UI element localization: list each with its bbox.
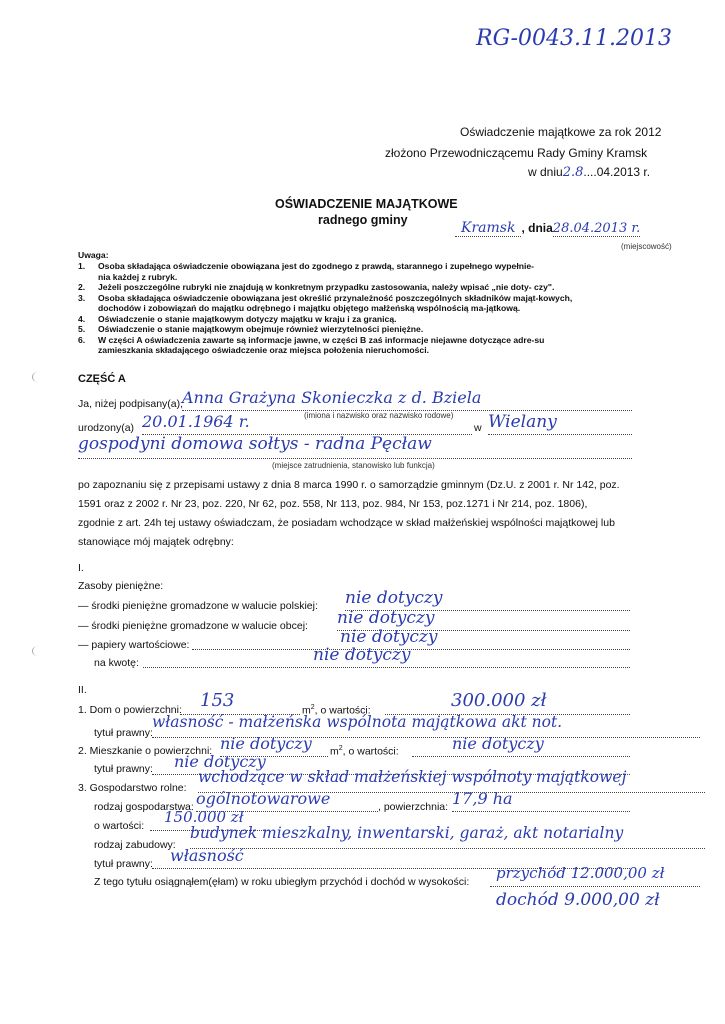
uwaga-item bbox=[78, 282, 698, 293]
uwaga-item-num bbox=[78, 345, 98, 356]
document-title: OŚWIADCZENIE MAJĄTKOWE bbox=[275, 197, 458, 211]
uwaga-item bbox=[78, 314, 698, 325]
house-title-hand: własność - małżeńska wspólnota majątkowa akt not. bbox=[152, 713, 700, 738]
header-line-2: złożono Przewodniczącemu Rady Gminy Kramsk bbox=[385, 146, 648, 160]
farm-hand: wchodzące w skład małżeńskiej wspólnoty majątkowej bbox=[198, 768, 705, 793]
uwaga-item-num: 5. bbox=[78, 324, 86, 334]
uwaga-item bbox=[78, 293, 698, 304]
part-a-label: CZĘŚĆ A bbox=[78, 373, 126, 385]
punch-hole-mark bbox=[32, 372, 43, 382]
farm-area-label: , powierzchnia: bbox=[378, 801, 449, 813]
born-in-label: w bbox=[474, 422, 482, 434]
place-date-hand: 28.04.2013 r. bbox=[552, 221, 641, 236]
house-label: 1. Dom o powierzchni: bbox=[78, 704, 182, 716]
house-m2-sup: 2 bbox=[310, 704, 315, 711]
punch-hole-mark bbox=[32, 646, 43, 656]
farm-type-label: rodzaj gospodarstwa: bbox=[94, 801, 194, 813]
intro-line: zgodnie z art. 24h tej ustawy oświadczam, że posiadam wchodzące w skład małżeńskiej wspólności majątkowej lub bbox=[78, 517, 615, 529]
flat-m2-unit: m bbox=[330, 745, 339, 758]
name-caption: (imiona i nazwisko oraz nazwisko rodowe) bbox=[304, 411, 454, 420]
flat-label: 2. Mieszkanie o powierzchni: bbox=[78, 745, 213, 757]
intro-paragraph bbox=[78, 476, 698, 552]
reference-number: RG-0043.11.2013 bbox=[476, 26, 672, 51]
uwaga-item-num: 1. bbox=[78, 261, 86, 271]
uwaga-item-num bbox=[78, 272, 98, 283]
uwaga-list bbox=[78, 261, 698, 356]
flat-title-hand: nie dotyczy bbox=[152, 752, 630, 775]
uwaga-item bbox=[78, 272, 698, 283]
farm-label: 3. Gospodarstwo rolne: bbox=[78, 782, 187, 794]
name-hand: Anna Grażyna Skonieczka z d. Bziela bbox=[182, 388, 632, 411]
zasoby-label: Zasoby pieniężne: bbox=[78, 580, 164, 592]
uwaga-item-text: zamieszkania składającego oświadczenie oraz miejsca położenia nieruchomości. bbox=[98, 345, 429, 355]
securities-label: — papiery wartościowe: bbox=[78, 639, 190, 651]
place-hand: Kramsk bbox=[455, 220, 521, 237]
uwaga-item-text: Oświadczenie o stanie majątkowym dotyczy majątku w kraju i za granicą. bbox=[98, 313, 397, 324]
header-date-hand: 2.8 bbox=[562, 165, 584, 180]
section-1-roman: I. bbox=[78, 562, 84, 574]
farm-value-hand: 150.000 zł bbox=[150, 808, 270, 831]
amount-hand: nie dotyczy bbox=[143, 645, 630, 668]
farm-area-hand: 17,9 ha bbox=[452, 789, 630, 812]
place-caption: (miejscowość) bbox=[621, 242, 672, 251]
revenue-hand: przychód 12.000,00 zł bbox=[490, 864, 700, 887]
place-date bbox=[455, 220, 640, 236]
job-hand: gospodyni domowa sołtys - radna Pęcław bbox=[78, 434, 632, 459]
uwaga-item-text: Jeżeli poszczególne rubryki nie znajdują w konkretnym przypadku zastosowania, należy wpisać „nie doty- czy". bbox=[98, 282, 555, 292]
document-subtitle: radnego gminy bbox=[318, 213, 408, 227]
flat-area-hand: nie dotyczy bbox=[220, 734, 328, 757]
intro-line: stanowiące mój majątek odrębny: bbox=[78, 536, 234, 548]
uwaga-item-num: 4. bbox=[78, 313, 86, 324]
house-value-hand: 300.000 zł bbox=[385, 690, 630, 715]
uwaga-item-text: dochodów i zobowiązań do majątku odrębnego i majątku objętego małżeńską wspólnością ma-jątkową. bbox=[98, 303, 521, 313]
born-label: urodzony(a) bbox=[78, 422, 135, 434]
income-label: Z tego tytułu osiągnąłem(ęłam) w roku ubiegłym przychód i dochód w wysokości: bbox=[94, 876, 470, 888]
cash-foreign-hand: nie dotyczy bbox=[337, 608, 630, 631]
house-area-hand: 153 bbox=[180, 690, 300, 715]
buildings-label: rodzaj zabudowy: bbox=[94, 839, 176, 851]
cash-pln-label: — środki pieniężne gromadzone w walucie polskiej: bbox=[78, 600, 318, 612]
uwaga-item bbox=[78, 324, 698, 335]
uwaga-item-text: Osoba składająca oświadczenie obowiązana jest określić przynależność poszczególnych składników mająt-kowych, bbox=[98, 292, 573, 303]
header-date-suffix: ....04.2013 r. bbox=[583, 165, 651, 179]
uwaga-item-text: W części A oświadczenia zawarte są informacje jawne, w części B zaś informacje niejawne dotyczące adre-su bbox=[98, 334, 545, 345]
profit-hand: dochód 9.000,00 zł bbox=[496, 890, 660, 910]
uwaga-item bbox=[78, 303, 698, 314]
buildings-hand: budynek mieszkalny, inwentarski, garaż, akt notarialny bbox=[190, 824, 705, 849]
flat-value-label: , o wartości: bbox=[342, 745, 399, 758]
securities-hand: nie dotyczy bbox=[192, 627, 630, 650]
uwaga-item-num: 6. bbox=[78, 334, 86, 345]
cash-foreign-label: — środki pieniężne gromadzone w walucie obcej: bbox=[78, 620, 308, 632]
uwaga-item-text: nia każdej z rubryk. bbox=[98, 271, 178, 282]
header-date bbox=[528, 165, 650, 180]
uwaga-item bbox=[78, 335, 698, 346]
job-caption: (miejsce zatrudnienia, stanowisko lub funkcja) bbox=[272, 461, 435, 470]
flat-m2-sup: 2 bbox=[338, 745, 343, 752]
uwaga-item-num: 3. bbox=[78, 292, 86, 303]
uwaga-item-text: Osoba składająca oświadczenie obowiązana jest do zgodnego z prawdą, starannego i zupełnego wypełnie- bbox=[98, 261, 534, 271]
farm-value-label: o wartości: bbox=[94, 820, 145, 832]
farm-title-label: tytuł prawny: bbox=[94, 858, 153, 870]
header-line-1: Oświadczenie majątkowe za rok 2012 bbox=[460, 125, 662, 139]
ja-label: Ja, niżej podpisany(a), bbox=[78, 398, 184, 410]
intro-line: po zapoznaniu się z przepisami ustawy z dnia 8 marca 1990 r. o samorządzie gminnym (Dz.U. z 2001 r. Nr 142, poz. bbox=[78, 479, 620, 491]
uwaga-item-num: 2. bbox=[78, 282, 86, 292]
farm-type-hand: ogólnotowarowe bbox=[196, 789, 378, 812]
amount-label: na kwotę: bbox=[94, 657, 139, 669]
uwaga-item bbox=[78, 261, 698, 272]
farm-title-hand: własność bbox=[152, 846, 630, 869]
uwaga-item bbox=[78, 345, 698, 356]
intro-line: 1591 oraz z 2002 r. Nr 23, poz. 220, Nr 62, poz. 558, Nr 113, poz. 984, Nr 153, poz.1271 i Nr 214, poz. 1806), bbox=[78, 498, 588, 510]
header-date-prefix: w dniu bbox=[528, 165, 563, 179]
flat-title-label: tytuł prawny: bbox=[94, 763, 153, 775]
born-hand: 20.01.1964 r. bbox=[142, 412, 472, 435]
uwaga-item-text: Oświadczenie o stanie majątkowym obejmuje również wierzytelności pieniężne. bbox=[98, 324, 424, 334]
house-title-label: tytuł prawny: bbox=[94, 727, 153, 739]
uwaga-label: Uwaga: bbox=[78, 250, 109, 260]
cash-pln-hand: nie dotyczy bbox=[345, 588, 630, 611]
house-m2-unit: m bbox=[302, 704, 311, 717]
uwaga-item-num bbox=[78, 303, 98, 314]
born-in-hand: Wielany bbox=[488, 412, 632, 435]
flat-value-hand: nie dotyczy bbox=[412, 734, 630, 757]
place-dnia-label: , dnia bbox=[521, 221, 553, 235]
house-value-label: , o wartości: bbox=[314, 704, 371, 717]
section-2-roman: II. bbox=[78, 684, 87, 696]
